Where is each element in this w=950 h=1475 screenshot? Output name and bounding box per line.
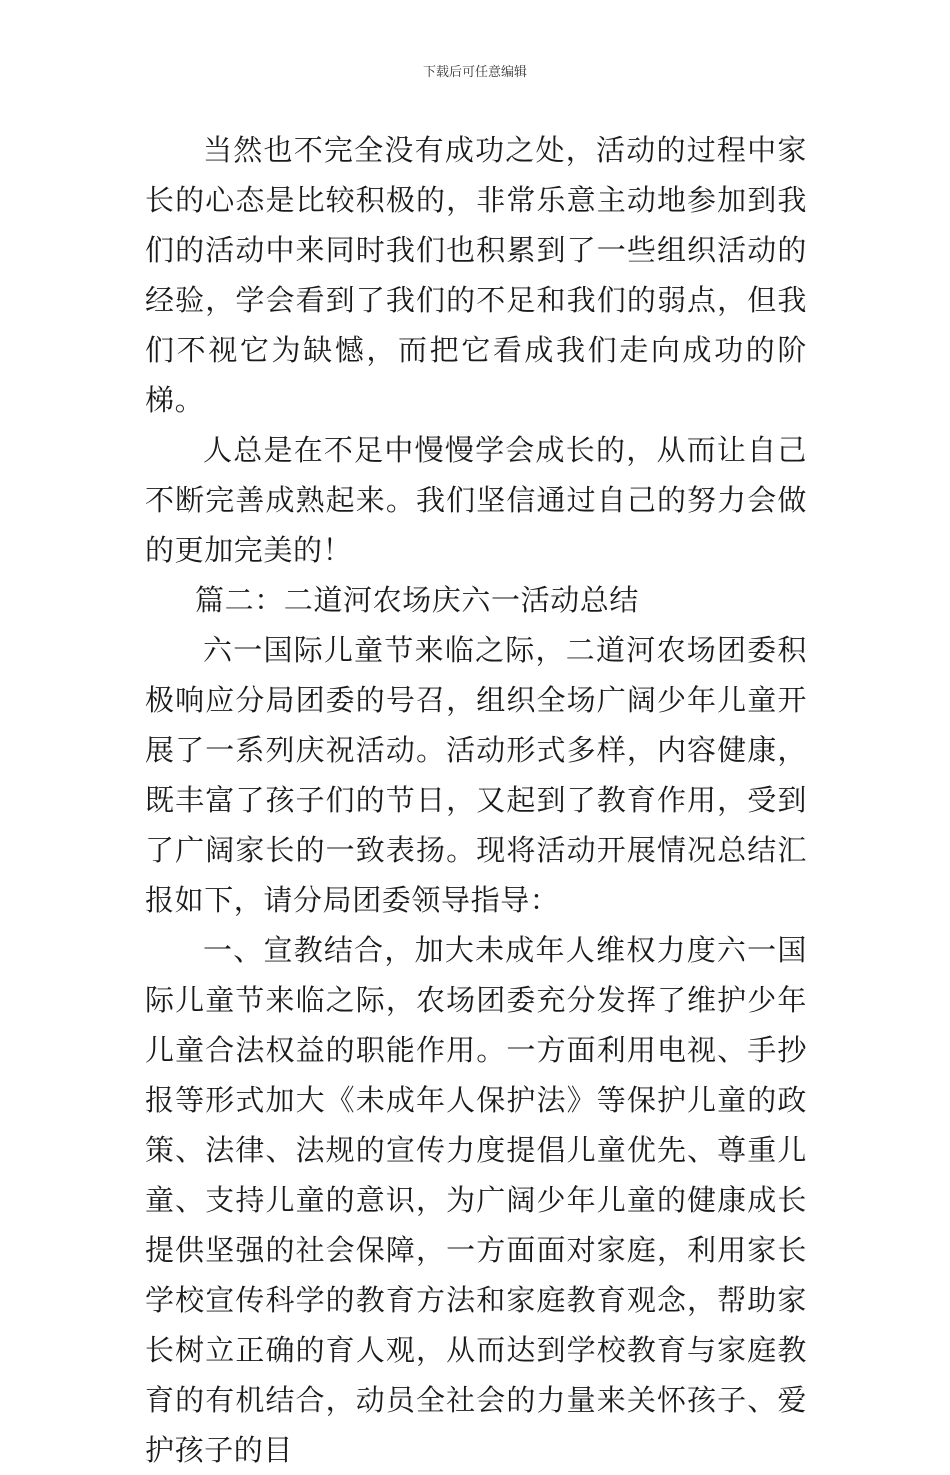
- paragraph-growth: 人总是在不足中慢慢学会成长的，从而让自己不断完善成熟起来。我们坚信通过自己的努力会做的更加完美的！: [145, 433, 807, 567]
- section-title-part-two: 篇二：二道河农场庆六一活动总结: [195, 583, 640, 617]
- page-header-note: 下载后可任意编辑: [422, 65, 527, 80]
- paragraph-success-summary: 当然也不完全没有成功之处，活动的过程中家长的心态是比较积极的，非常乐意主动地参加到我们的活动中来同时我们也积累到了一些组织活动的经验，学会看到了我们的不足和我们的弱点，但我们不视它为缺憾，而把它看成我们走向成功的阶梯。: [145, 133, 807, 417]
- paragraph-childrens-day-intro: 六一国际儿童节来临之际，二道河农场团委积极响应分局团委的号召，组织全场广阔少年儿童开展了一系列庆祝活动。活动形式多样，内容健康，既丰富了孩子们的节日，又起到了教育作用，受到了广阔家长的一致表扬。现将活动开展情况总结汇报如下，请分局团委领导指导：: [145, 633, 807, 917]
- paragraph-rights-protection: 一、宣教结合，加大未成年人维权力度六一国际儿童节来临之际，农场团委充分发挥了维护少年儿童合法权益的职能作用。一方面利用电视、手抄报等形式加大《未成年人保护法》等保护儿童的政策、法律、法规的宣传力度提倡儿童优先、尊重儿童、支持儿童的意识，为广阔少年儿童的健康成长提供坚强的社会保障，一方面面对家庭，利用家长学校宣传科学的教育方法和家庭教育观念，帮助家长树立正确的育人观，从而达到学校教育与家庭教育的有机结合，动员全社会的力量来关怀孩子、爱护孩子的目: [145, 933, 807, 1467]
- document-body: [145, 125, 807, 1475]
